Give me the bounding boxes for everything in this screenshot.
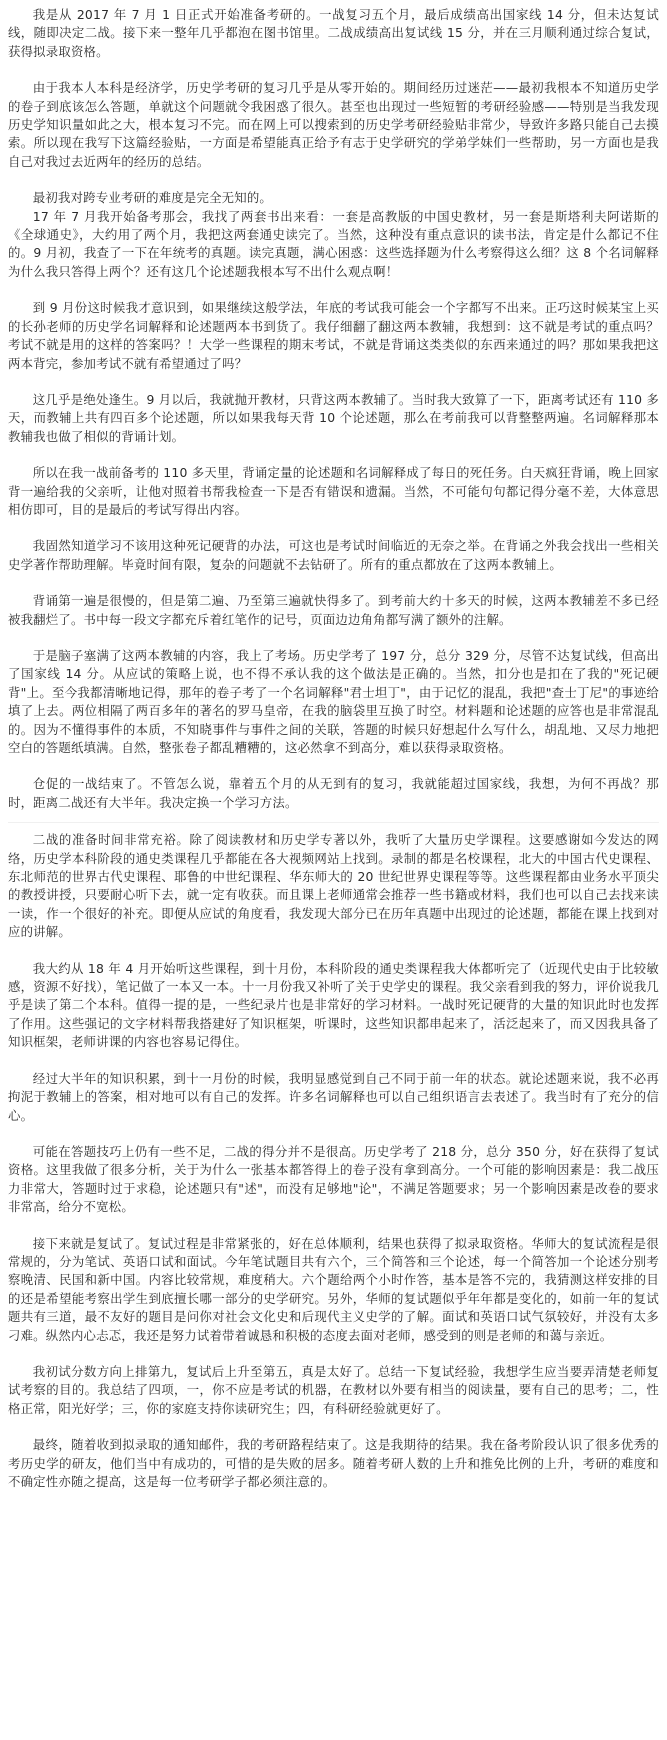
paragraph-second-exam-score: 可能在答题技巧上仍有一些不足，二战的得分并不是很高。历史学考了 218 分，总分 350 分，好在获得了复试资格。这里我做了很多分析，关于为什么一张基本都答得上的卷子没有拿到高分。一个可能的影响因素是：我二战压力非常大，答题时过于求稳，论述题只有"述"，而没有足够地"论"，不满足答题要求；另一个影响因素是改卷的要求非常高，给分不宽松。 (8, 1143, 659, 1215)
paragraph-repeated-review: 背诵第一遍是很慢的，但是第二遍、乃至第三遍就快得多了。到考前大约十多天的时候，这两本教辅差不多已经被我翻烂了。书中每一段文字都充斥着红笔作的记号，页面边边角角都写满了额外的注解。 (8, 593, 659, 627)
paragraph-daily-task: 所以在我一战前备考的 110 多天里，背诵定量的论述题和名词解释成了每日的死任务。白天疯狂背诵，晚上回家背一遍给我的父亲听，让他对照着书帮我检查一下是否有错误和遗漏。当然，不可能句句都记得分毫不差，大体意思相仿即可，目的是最后的考试写得出内容。 (8, 465, 659, 517)
paragraph-background: 由于我本人本科是经济学，历史学考研的复习几乎是从零开始的。期间经历过迷茫——最初我根本不知道历史学的卷子到底该怎么答题，单就这个问题就令我困惑了很久。甚至也出现过一些短暂的考研经验感——特别是当我发现历史学知识量如此之大，根本复习不完。而在网上可以搜索到的历史学考研经验贴非常少，导致许多路只能自己去摸索。所以现在我写下这篇经验贴，一方面是希望能真正给予有志于史学研究的学弟学妹们一些帮助，另一方面也是我自己对我过去近两年的经历的总结。 (8, 80, 659, 169)
paragraph-retest-summary: 我初试分数方向上排第九，复试后上升至第五，真是太好了。总结一下复试经验，我想学生应当要弄清楚老师复试考察的目的。我总结了四项，一，你不应是考试的机器，在教材以外要有相当的阅读量，要有自己的思考；二，性格正常，阳光好学；三，你的家庭支持你读研究生；四，有科研经验就更好了。 (8, 1363, 659, 1416)
paragraph-rote-learning: 我固然知道学习不该用这种死记硬背的办法，可这也是考试时间临近的无奈之举。在背诵之外我会找出一些相关史学著作帮助理解。毕竟时间有限，复杂的问题就不去钻研了。所有的重点都放在了这两本教辅上。 (8, 538, 659, 572)
paragraph-retest: 接下来就是复试了。复试过程是非常紧张的，好在总体顺利，结果也获得了拟录取资格。华师大的复试流程是很常规的，分为笔试、英语口试和面试。今年笔试题目共有六个，三个简答和三个论述，每一个简答加一个论述分别考察晚清、民国和新中国。内容比较常规，难度稍大。六个题给两个小时作答，基本是答不完的，我猜测这样安排的目的还是希望能考察出学生到底擅长哪一部分的史学研究。另外，华师的复试题似乎年年都是变化的，如前一年的复试题共有三道，最不友好的题目是问你对社会文化史和后现代主义史学的了解。面试和英语口试气氛较好，并没有太多刁难。纵然内心忐忑，我还是努力试着带着诚恳和积极的态度去面对老师，感受到的则是老师的和蔼与亲近。 (8, 1235, 659, 1343)
paragraph-first-exam: 于是脑子塞满了这两本教辅的内容，我上了考场。历史学考了 197 分，总分 329 分，尽管不达复试线，但高出了国家线 14 分。从应试的策略上说，也不得不承认我的这个做法是正确的。当然，扣分也是扣在了我的"死记硬背"上。至今我都清晰地记得，那年的卷子考了一个名词解释"君士坦丁"，由于记忆的混乱，我把"查士丁尼"的事迹给填了上去。两位相隔了两百多年的著名的罗马皇帝，在我的脑袋里互换了时空。材料题和论述题的应答也是非常混乱的。因为不懂得事件的本质，不知晓事件与事件之间的关联，答题的时候只好想起什么写什么，胡乱地、又尽力地把空白的答题纸填满。自然，整张卷子都乱糟糟的，这必然拿不到高分，难以获得录取资格。 (8, 647, 659, 755)
paragraph-first-awareness: 最初我对跨专业考研的难度是完全无知的。 (32, 190, 273, 206)
paragraph-knowledge-accumulation: 经过大半年的知识积累，到十一月份的时候，我明显感觉到自己不同于前一年的状态。就论述题来说，我不必再拘泥于教辅上的答案，相对地可以有自己的发挥。许多名词解释也可以自己组织语言去表述了。我当时有了充分的信心。 (8, 1070, 659, 1123)
paragraph-second-preparation: 二战的准备时间非常充裕。除了阅读教材和历史学专著以外，我听了大量历史学课程。这要感谢如今发达的网络，历史学本科阶段的通史类课程几乎都能在各大视频网站上找到。录制的都是名校课程，北大的中国古代史课程、东北师范的世界古代史课程、耶鲁的中世纪课程、华东师大的 20 世纪世界史课程等等。这些课程都由业务水平顶尖的教授讲授，只要耐心听下去，就一定有收获。而且课上老师通常会推荐一些书籍或材料，我们也可以自己去找来读一读，作一个很好的补充。即便从应试的角度看，我发现大部分已在历年真题中出现过的论述题，都能在课上找到对应的讲解。 (8, 832, 659, 940)
paragraph-conclusion: 最终，随着收到拟录取的通知邮件，我的考研路程结束了。这是我期待的结果。我在备考阶段认识了很多优秀的考历史学的研友，他们当中有成功的，可惜的是失败的居多。随着考研人数的上升和推免比例的上升，考研的难度和不确定性亦随之提高，这是每一位考研学子都必须注意的。 (8, 1437, 659, 1489)
paragraph-intro: 我是从 2017 年 7 月 1 日正式开始准备考研的。一战复习五个月，最后成绩高出国家线 14 分，但未达复试线，随即决定二战。接下来一整年几乎都泡在图书馆里。二战成绩高出复试线 15 分，并在三月顺利通过综合复试，获得拟录取资格。 (8, 7, 659, 59)
paragraph-second-attempt-decision: 仓促的一战结束了。不管怎么说，靠着五个月的从无到有的复习，我就能超过国家线，我想，为何不再战？那时，距离二战还有大半年。我决定换一个学习方法。 (8, 776, 659, 810)
paragraph-september-realization: 到 9 月份这时候我才意识到，如果继续这般学法，年底的考试我可能会一个字都写不出来。正巧这时候某宝上买的长孙老师的历史学名词解释和论述题两本书到货了。我仔细翻了翻这两本教辅，我想到：这不就是考试的重点吗？考试不就是用的这样的答案吗？！大学一些课程的期末考试，不就是背诵这类类似的东西来通过的吗？那如果我把这两本背完，参加考试不就有希望通过了吗？ (8, 300, 659, 371)
paragraph-course-listening: 我大约从 18 年 4 月开始听这些课程，到十月份，本科阶段的通史类课程我大体都听完了（近现代史由于比较敏感，资源不好找），笔记做了一本又一本。十一月份我又补听了关于史学史的课程。我父亲看到我的努力，评价说我几乎是读了第二个本科。值得一提的是，一些纪录片也是非常好的学习材料。一战时死记硬背的大量的知识此时也发挥了作用。这些强记的文字材料帮我搭建好了知识框架，听课时，这些知识都串起来了，活泛起来了，而又因我具备了知识框架，老师讲课的内容也容易记得住。 (8, 960, 659, 1050)
paragraph-reading-start: 17 年 7 月我开始备考那会，我找了两套书出来看：一套是高教版的中国史教材，另一套是斯塔利夫阿诺斯的《全球通史》，大约用了两个月，我把这两套通史读完了。当然，这种没有重点意识的读书法，肯定是什么都记不住的。9 月初，我查了一下在年统考的真题。读完真题，满心困惑：这些选择题为什么考察得这么细？这 8 个名词解释为什么我只答得上两个？还有这几个论述题我根本写不出什么观点啊！ (8, 208, 659, 279)
section-divider (8, 822, 659, 823)
paragraph-memorization-plan: 这几乎是绝处逢生。9 月以后，我就抛开教材，只背这两本教辅了。当时我大致算了一下，距离考试还有 110 多天，而教辅上共有四百多个论述题，所以如果我每天背 10 个论述题，那么在考前我可以背整整两遍。名词解释那本教辅我也做了相似的背诵计划。 (8, 391, 659, 444)
